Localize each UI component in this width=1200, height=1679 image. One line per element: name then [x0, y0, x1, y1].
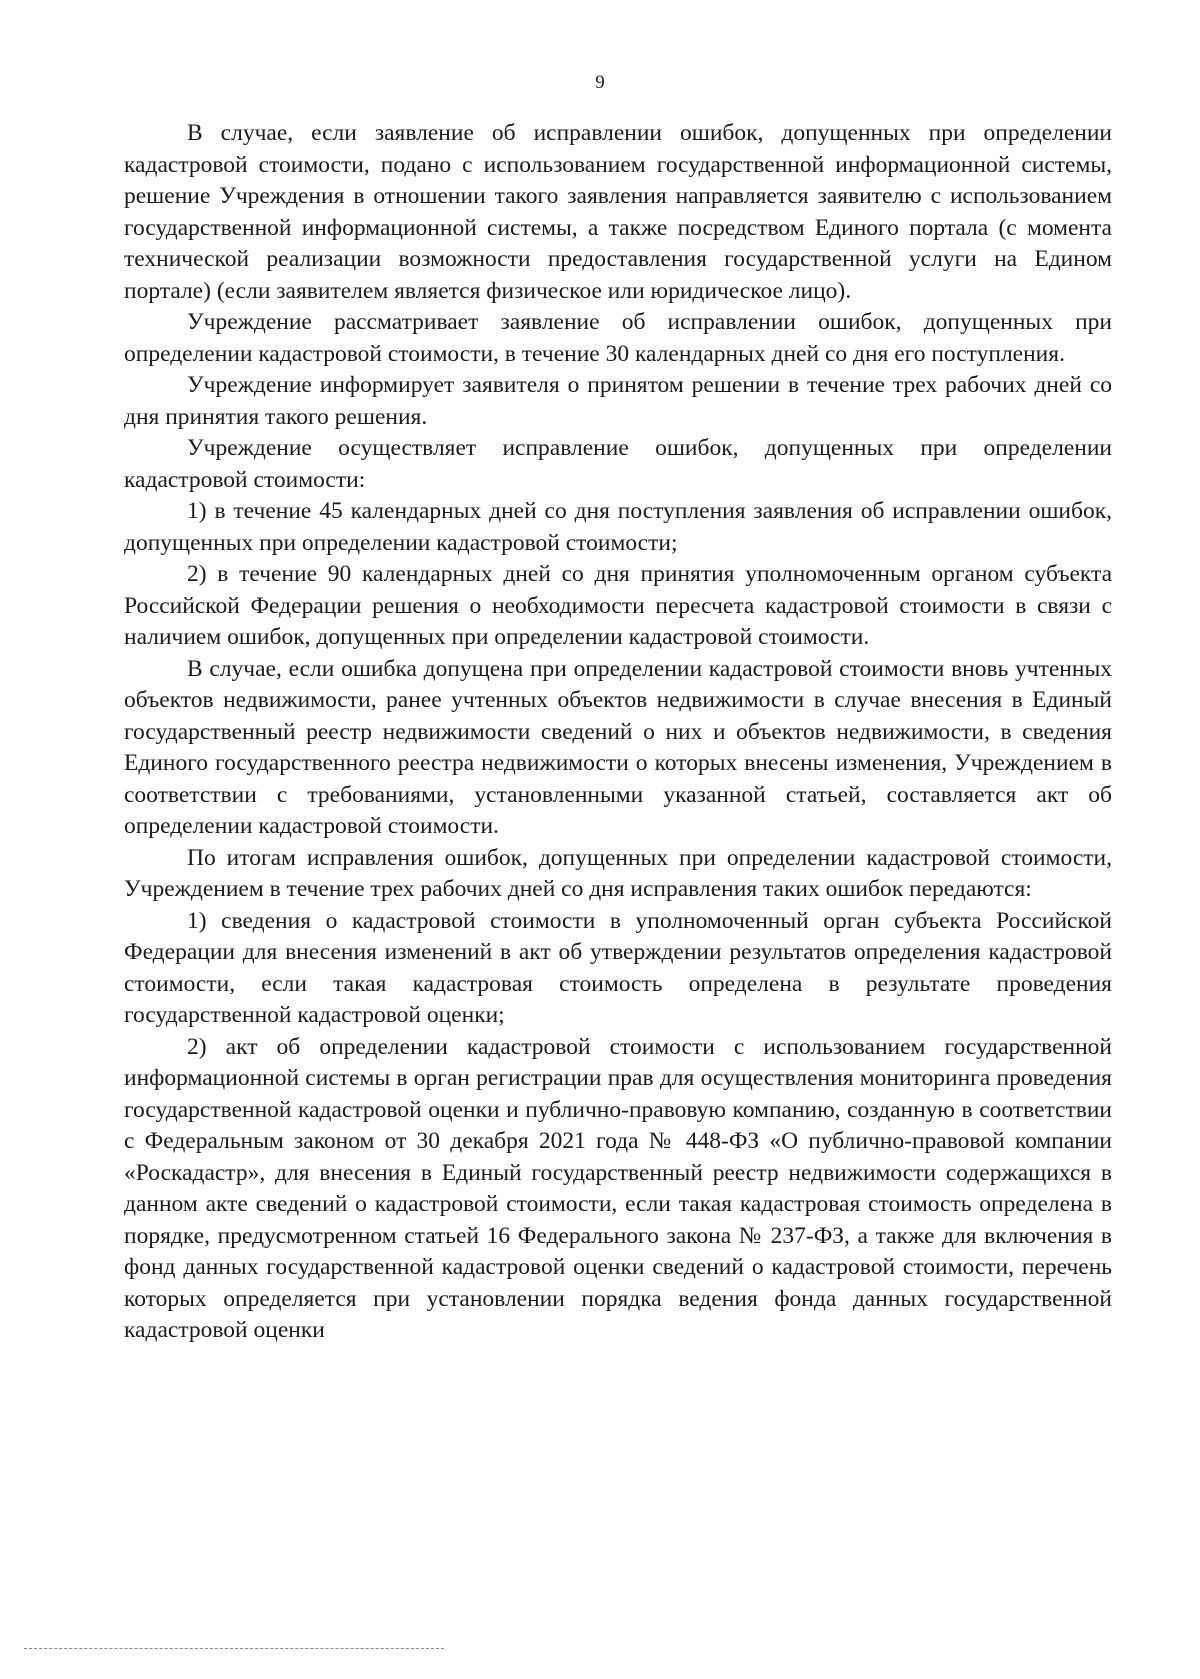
bottom-rule [24, 1648, 444, 1649]
paragraph-review-period: Учреждение рассматривает заявление об исправлении ошибок, допущенных при определении кадастровой стоимости, в течение 30 календарных дней со дня его поступления. [124, 309, 1112, 367]
paragraph-correction-intro: Учреждение осуществляет исправление ошибок, допущенных при определении кадастровой стоимости: [124, 435, 1112, 493]
list-item-90-days: 2) в течение 90 календарных дней со дня принятия уполномоченным органом субъекта Российской Федерации решения о необходимости пересчета кадастровой стоимости в связи с наличием ошибок, допущенных при определении кадастровой стоимости. [124, 561, 1112, 650]
document-body [124, 118, 1112, 1347]
list-item-transfer-to-authority: 1) сведения о кадастровой стоимости в уполномоченный орган субъекта Российской Федерации для внесения изменений в акт об утверждении результатов определения кадастровой стоимости, если такая кадастровая стоимость определена в результате проведения государственной кадастровой оценки; [124, 907, 1112, 1028]
paragraph-results-transfer: По итогам исправления ошибок, допущенных при определении кадастровой стоимости, Учреждением в течение трех рабочих дней со дня исправления таких ошибок передаются: [124, 844, 1112, 902]
page-number: 9 [595, 72, 605, 93]
paragraph-inform-applicant: Учреждение информирует заявителя о принятом решении в течение трех рабочих дней со дня принятия такого решения. [124, 372, 1112, 430]
list-item-transfer-act: 2) акт об определении кадастровой стоимости с использованием государственной информационной системы в орган регистрации прав для осуществления мониторинга проведения государственной кадастровой оценки и публично-правовую компанию, созданную в соответствии с Федеральным законом от 30 декабря 2021 года № 448-ФЗ «О публично-правовой компании «Роскадастр», для внесения в Единый государственный реестр недвижимости содержащихся в данном акте сведений о кадастровой стоимости, если такая кадастровая стоимость определена в порядке, предусмотренном статьей 16 Федерального закона № 237-ФЗ, а также для включения в фонд данных государственной кадастровой оценки сведений о кадастровой стоимости, перечень которых определяется при установлении порядка ведения фонда данных государственной кадастровой оценки [124, 1033, 1112, 1343]
paragraph-new-objects-act: В случае, если ошибка допущена при определении кадастровой стоимости вновь учтенных объектов недвижимости, ранее учтенных объектов недвижимости в случае внесения в Единый государственный реестр недвижимости сведений о них и объектов недвижимости, в сведения Единого государственного реестра недвижимости о которых внесены изменения, Учреждением в соответствии с требованиями, установленными указанной статьей, составляется акт об определении кадастровой стоимости. [124, 655, 1112, 839]
paragraph-notification-via-gis: В случае, если заявление об исправлении ошибок, допущенных при определении кадастровой стоимости, подано с использованием государственной информационной системы, решение Учреждения в отношении такого заявления направляется заявителю с использованием государственной информационной системы, а также посредством Единого портала (с момента технической реализации возможности предоставления государственной услуги на Едином портале) (если заявителем является физическое или юридическое лицо). [124, 120, 1112, 304]
list-item-45-days: 1) в течение 45 календарных дней со дня поступления заявления об исправлении ошибок, допущенных при определении кадастровой стоимости; [124, 498, 1112, 556]
